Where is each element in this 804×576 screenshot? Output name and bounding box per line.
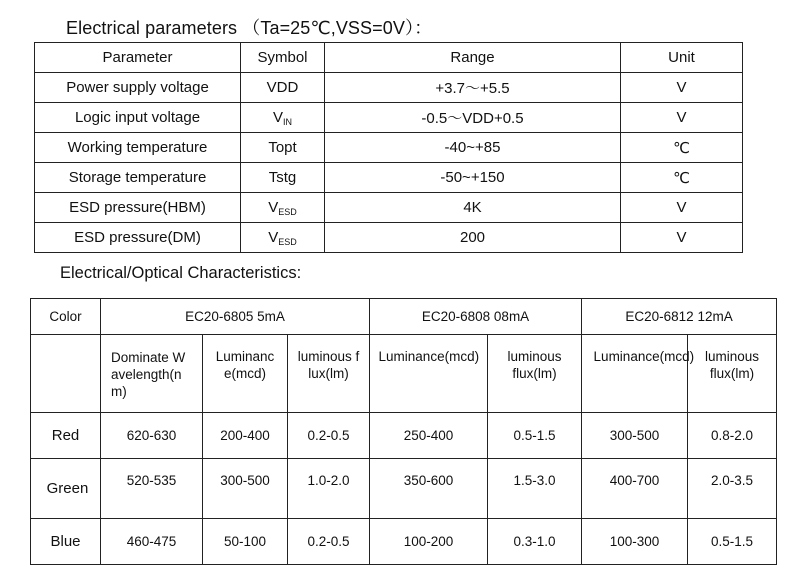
- symbol-text: Topt: [268, 139, 297, 156]
- value-cell: 100-300: [582, 519, 688, 565]
- color-cell: Blue: [31, 519, 101, 565]
- symbol-text: V: [268, 198, 279, 216]
- value-cell: 460-475: [101, 519, 203, 565]
- param-cell: ESD pressure(DM): [35, 223, 241, 253]
- symbol-subscript: ESD: [278, 236, 297, 247]
- value-cell: 0.5-1.5: [688, 519, 777, 565]
- value-cell: 350-600: [370, 459, 488, 519]
- param-cell: Storage temperature: [35, 163, 241, 193]
- table-header-row: [35, 43, 743, 73]
- model-header: EC20-6805 5mA: [101, 299, 370, 335]
- symbol-text: Tstg: [268, 169, 297, 186]
- header-parameter: Parameter: [35, 43, 241, 73]
- table-row: [31, 413, 777, 459]
- optical-characteristics-title: Electrical/Optical Characteristics:: [60, 264, 302, 282]
- value-cell: 2.0-3.5: [688, 459, 777, 519]
- unit-cell: V: [621, 223, 743, 253]
- symbol-cell: [241, 73, 325, 103]
- param-cell: ESD pressure(HBM): [35, 193, 241, 223]
- table-row: [31, 459, 777, 519]
- unit-cell: V: [621, 73, 743, 103]
- value-cell: 400-700: [582, 459, 688, 519]
- electrical-parameters-title: Electrical parameters （Ta=25℃,VSS=0V）：: [66, 18, 433, 38]
- value-cell: 1.0-2.0: [288, 459, 370, 519]
- range-cell: -40~+85: [325, 133, 621, 163]
- value-cell: 0.2-0.5: [288, 519, 370, 565]
- color-cell: Red: [31, 413, 101, 459]
- range-cell: -0.5～VDD+0.5: [325, 103, 621, 133]
- model-header: EC20-6812 12mA: [582, 299, 777, 335]
- symbol-cell: [241, 163, 325, 193]
- table-row: [35, 103, 743, 133]
- range-cell: 4K: [325, 193, 621, 223]
- symbol-subscript: ESD: [278, 206, 297, 217]
- unit-cell: V: [621, 193, 743, 223]
- value-cell: 100-200: [370, 519, 488, 565]
- table-row: [35, 223, 743, 253]
- unit-cell: V: [621, 103, 743, 133]
- symbol-cell: [241, 223, 325, 253]
- header-color: Color: [31, 299, 101, 335]
- color-cell: Green: [31, 459, 101, 519]
- symbol-cell: [241, 193, 325, 223]
- table-row: [35, 133, 743, 163]
- subheader-wavelength: Dominate Wavelength(nm): [101, 335, 203, 413]
- electrical-parameters-table: [34, 42, 743, 253]
- value-cell: 200-400: [203, 413, 288, 459]
- subheader-empty: [31, 335, 101, 413]
- model-header-row: [31, 299, 777, 335]
- symbol-text: V: [268, 228, 279, 246]
- symbol-cell: [241, 133, 325, 163]
- value-cell: 0.3-1.0: [488, 519, 582, 565]
- value-cell: 0.5-1.5: [488, 413, 582, 459]
- range-cell: 200: [325, 223, 621, 253]
- symbol-cell: [241, 103, 325, 133]
- unit-cell: ℃: [621, 163, 743, 193]
- table-row: [35, 193, 743, 223]
- subheader-row: [31, 335, 777, 413]
- subheader-flux: luminous flux(lm): [488, 335, 582, 413]
- header-unit: Unit: [621, 43, 743, 73]
- optical-characteristics-table: [30, 298, 777, 565]
- subheader-luminance: Luminance(mcd): [203, 335, 288, 413]
- symbol-text: VDD: [266, 79, 299, 96]
- table-row: [31, 519, 777, 565]
- unit-cell: ℃: [621, 133, 743, 163]
- header-symbol: Symbol: [241, 43, 325, 73]
- model-header: EC20-6808 08mA: [370, 299, 582, 335]
- value-cell: 300-500: [582, 413, 688, 459]
- value-cell: 0.2-0.5: [288, 413, 370, 459]
- subheader-luminance: Luminance(mcd): [370, 335, 488, 413]
- table-row: [35, 73, 743, 103]
- subheader-flux: luminous flux(lm): [288, 335, 370, 413]
- param-cell: Power supply voltage: [35, 73, 241, 103]
- value-cell: 1.5-3.0: [488, 459, 582, 519]
- value-cell: 520-535: [101, 459, 203, 519]
- value-cell: 300-500: [203, 459, 288, 519]
- value-cell: 50-100: [203, 519, 288, 565]
- table-row: [35, 163, 743, 193]
- symbol-subscript: IN: [283, 116, 292, 127]
- value-cell: 620-630: [101, 413, 203, 459]
- param-cell: Working temperature: [35, 133, 241, 163]
- param-cell: Logic input voltage: [35, 103, 241, 133]
- value-cell: 0.8-2.0: [688, 413, 777, 459]
- range-cell: -50~+150: [325, 163, 621, 193]
- subheader-flux: luminous flux(lm): [688, 335, 777, 413]
- value-cell: 250-400: [370, 413, 488, 459]
- symbol-text: V: [272, 108, 283, 126]
- header-range: Range: [325, 43, 621, 73]
- range-cell: +3.7～+5.5: [325, 73, 621, 103]
- subheader-luminance: Luminance(mcd): [582, 335, 688, 413]
